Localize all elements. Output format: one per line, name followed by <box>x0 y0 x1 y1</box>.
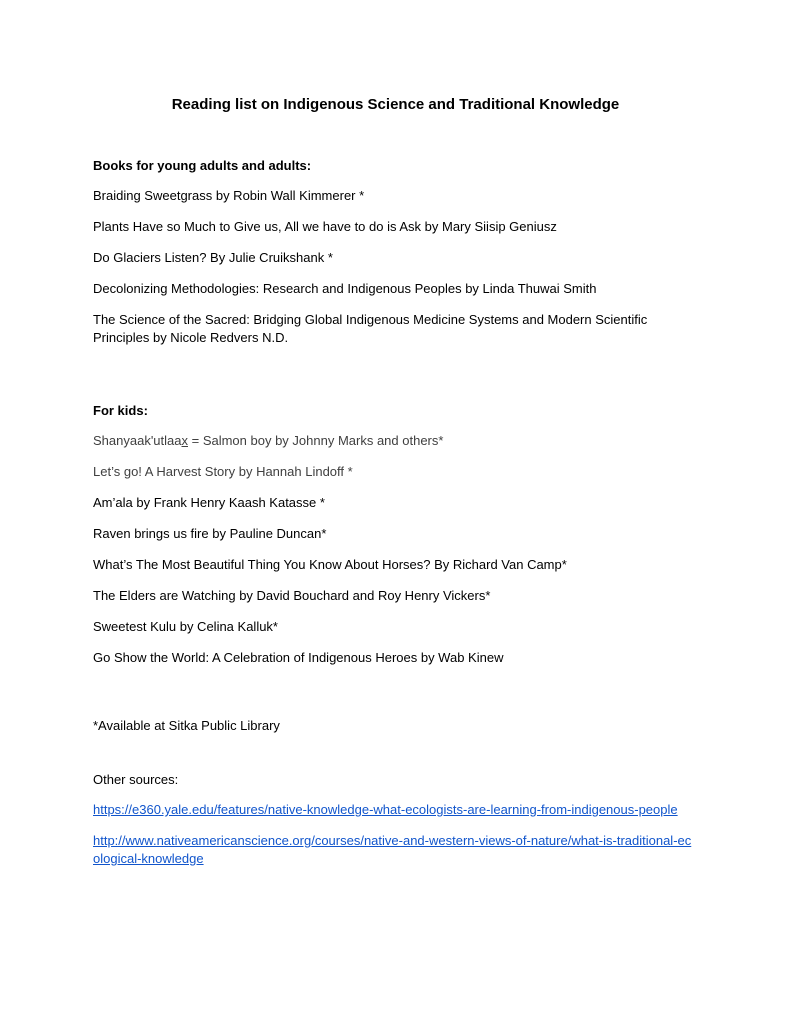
library-note: *Available at Sitka Public Library <box>93 718 280 733</box>
kids-book-item: The Elders are Watching by David Bouchard and Roy Henry Vickers* <box>93 588 491 603</box>
document-body <box>93 157 733 881</box>
source-link-yale-e360[interactable]: https://e360.yale.edu/features/native-knowledge-what-ecologists-are-learning-from-indigenous-people <box>93 802 678 817</box>
adults-heading: Books for young adults and adults: <box>93 158 312 173</box>
kids-book-title-rest: = Salmon boy by Johnny Marks and others* <box>188 433 444 448</box>
source-link-native-american-science[interactable]: http://www.nativeamericanscience.org/courses/native-and-western-views-of-nature/what-is-traditional-ecological-knowledge <box>93 833 692 866</box>
section-spacer <box>93 735 733 771</box>
kids-book-title-part: Shanyaak'utlaa <box>93 433 182 448</box>
kids-book-item: What’s The Most Beautiful Thing You Know About Horses? By Richard Van Camp* <box>93 557 567 572</box>
kids-heading: For kids: <box>93 403 148 418</box>
adult-book-item: Plants Have so Much to Give us, All we have to do is Ask by Mary Siisip Geniusz <box>93 219 557 234</box>
kids-book-item <box>93 432 733 450</box>
section-spacer <box>93 680 733 717</box>
adult-book-item: Decolonizing Methodologies: Research and Indigenous Peoples by Linda Thuwai Smith <box>93 281 597 296</box>
section-spacer <box>93 360 733 402</box>
adult-book-item: The Science of the Sacred: Bridging Global Indigenous Medicine Systems and Modern Scientific Principles by Nicole Redvers N.D. <box>93 312 648 345</box>
adult-book-item: Braiding Sweetgrass by Robin Wall Kimmerer * <box>93 188 365 203</box>
kids-book-item: Raven brings us fire by Pauline Duncan* <box>93 526 327 541</box>
kids-book-item: Let’s go! A Harvest Story by Hannah Lindoff * <box>93 464 353 479</box>
kids-book-item: Go Show the World: A Celebration of Indigenous Heroes by Wab Kinew <box>93 650 504 665</box>
kids-book-item: Am’ala by Frank Henry Kaash Katasse * <box>93 495 325 510</box>
document-title: Reading list on Indigenous Science and Traditional Knowledge <box>171 96 620 113</box>
kids-book-title-underlined: x <box>181 433 188 448</box>
kids-book-item: Sweetest Kulu by Celina Kalluk* <box>93 619 278 634</box>
other-sources-heading: Other sources: <box>93 772 179 787</box>
adult-book-item: Do Glaciers Listen? By Julie Cruikshank * <box>93 250 333 265</box>
